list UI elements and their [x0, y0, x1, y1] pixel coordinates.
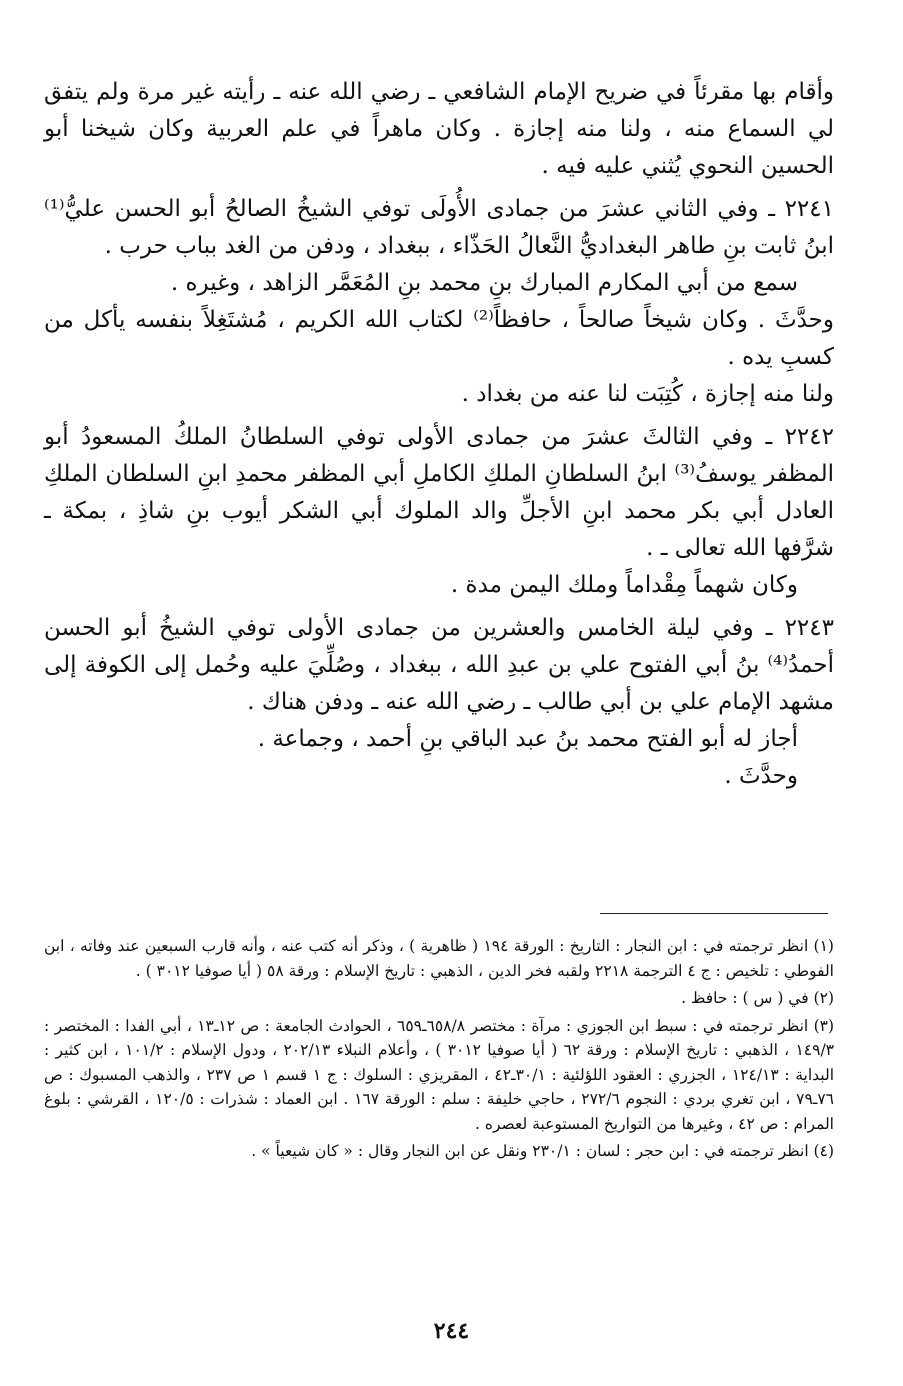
footnote-separator — [600, 913, 828, 914]
footnotes — [44, 934, 834, 1167]
entry-2242-note: وكان شهماً مِقْداماً وملك اليمن مدة . — [450, 572, 798, 598]
entry-2242: ٢٢٤٢ ـ وفي الثالثَ عشرَ من جمادى الأولى توفي السلطانُ الملكُ المسعودُ أبو المظفر يوسفُ⁽³⁾ ابنُ السلطانِ الملكِ الكاملِ أبي المظفر محمدِ ابنِ السلطان الملكِ العادل أبي بكر محمد ابنِ الأجلِّ والد الملوك أبي الشكر أيوب بنِ شاذِ ، بمكة ـ شرَّفها الله تعالى ـ . — [44, 424, 834, 561]
footnote-1: (١) انظر ترجمته في : ابن النجار : التاريخ : الورقة ١٩٤ ( ظاهرية ) ، وذكر أنه كتب عنه ، وأنه قارب السبعين عند وفاته ، ابن الفوطي : تلخيص : ج ٤ الترجمة ٢٢١٨ ولقبه فخر الدين ، الذهبي : تاريخ الإسلام : ورقة ٥٨ ( أيا صوفيا ٣٠١٢ ) . — [44, 937, 834, 980]
entry-2241: ٢٢٤١ ـ وفي الثاني عشرَ من جمادى الأُولَى توفي الشيخُ الصالحُ أبو الحسن عليُّ⁽¹⁾ ابنُ ثابت بنِ طاهر البغداديُّ النَّعالُ الحَذّاء ، ببغداد ، ودفن من الغد بباب حرب . — [44, 196, 834, 259]
footnote-3: (٣) انظر ترجمته في : سبط ابن الجوزي : مرآة : مختصر ٦٥٨/٨ـ٦٥٩ ، الحوادث الجامعة : ص ١٢ـ١٣ ، أبي الفدا : المختصر : ١٤٩/٣ ، الذهبي : تاريخ الإسلام : ورقة ٦٢ ( أيا صوفيا ٣٠١٢ ) ، وأعلام النبلاء ٢٠٢/١٣ ، ودول الإسلام : ١٠١/٢ ، ابن كثير : البداية : ١٢٤/١٣ ، الجزري : العقود اللؤلئية : ٣٠/١ـ٤٢ ، المقريزي : السلوك : ج ١ قسم ١ ص ٢٣٧ ، والذهب المسبوك : ص ٧٦ـ٧٩ ، ابن تغري بردي : النجوم ٢٧٢/٦ ، حاجي خليفة : سلم : الورقة ١٦٧ . ابن العماد : شذرات : ١٢٠/٥ ، القرشي : بلوغ المرام : ص ٤٢ ، وغيرها من التواريخ المستوعبة لعصره . — [44, 1016, 835, 1133]
entry-2241-heard-from: سمع من أبي المكارم المبارك بنِ محمد بنِ المُعَمَّر الزاهد ، وغيره . — [170, 270, 798, 296]
entry-2241-permission: ولنا منه إجازة ، كُتِبَت لنا عنه من بغداد . — [461, 381, 834, 407]
paragraph-continuation: وأقام بها مقرئاً في ضريح الإمام الشافعي ـ رضي الله عنه ـ رأيته غير مرة ولم يتفق لي السماع منه ، ولنا منه إجازة . وكان ماهراً في علم العربية وكان شيخنا أبو الحسين النحوي يُثني عليه فيه . — [44, 79, 834, 179]
entry-2243: ٢٢٤٣ ـ وفي ليلة الخامس والعشرين من جمادى الأولى توفي الشيخُ أبو الحسن أحمدُ⁽⁴⁾ بنُ أبي الفتوح علي بن عبدِ الله ، ببغداد ، وصُلِّيَ عليه وحُمل إلى الكوفة إلى مشهد الإمام علي بن أبي طالب ـ رضي الله عنه ـ ودفن هناك . — [44, 615, 834, 715]
entry-2243-permission: أجاز له أبو الفتح محمد بنُ عبد الباقي بنِ أحمد ، وجماعة . — [257, 726, 798, 752]
entry-2241-narration: وحدَّثَ . وكان شيخاً صالحاً ، حافظاً⁽²⁾ لكتاب الله الكريم ، مُشتَغِلاً بنفسه يأكل من كسبِ يده . — [44, 307, 834, 370]
footnote-2: (٢) في ( س ) : حافظ . — [681, 989, 834, 1007]
entry-2243-narration: وحدَّثَ . — [724, 763, 798, 789]
main-text — [44, 74, 834, 795]
footnote-4: (٤) انظر ترجمته في : ابن حجر : لسان : ٢٣٠/١ ونقل عن ابن النجار وقال : « كان شيعياً » . — [251, 1142, 834, 1160]
page-number: ٢٤٤ — [433, 1318, 470, 1344]
